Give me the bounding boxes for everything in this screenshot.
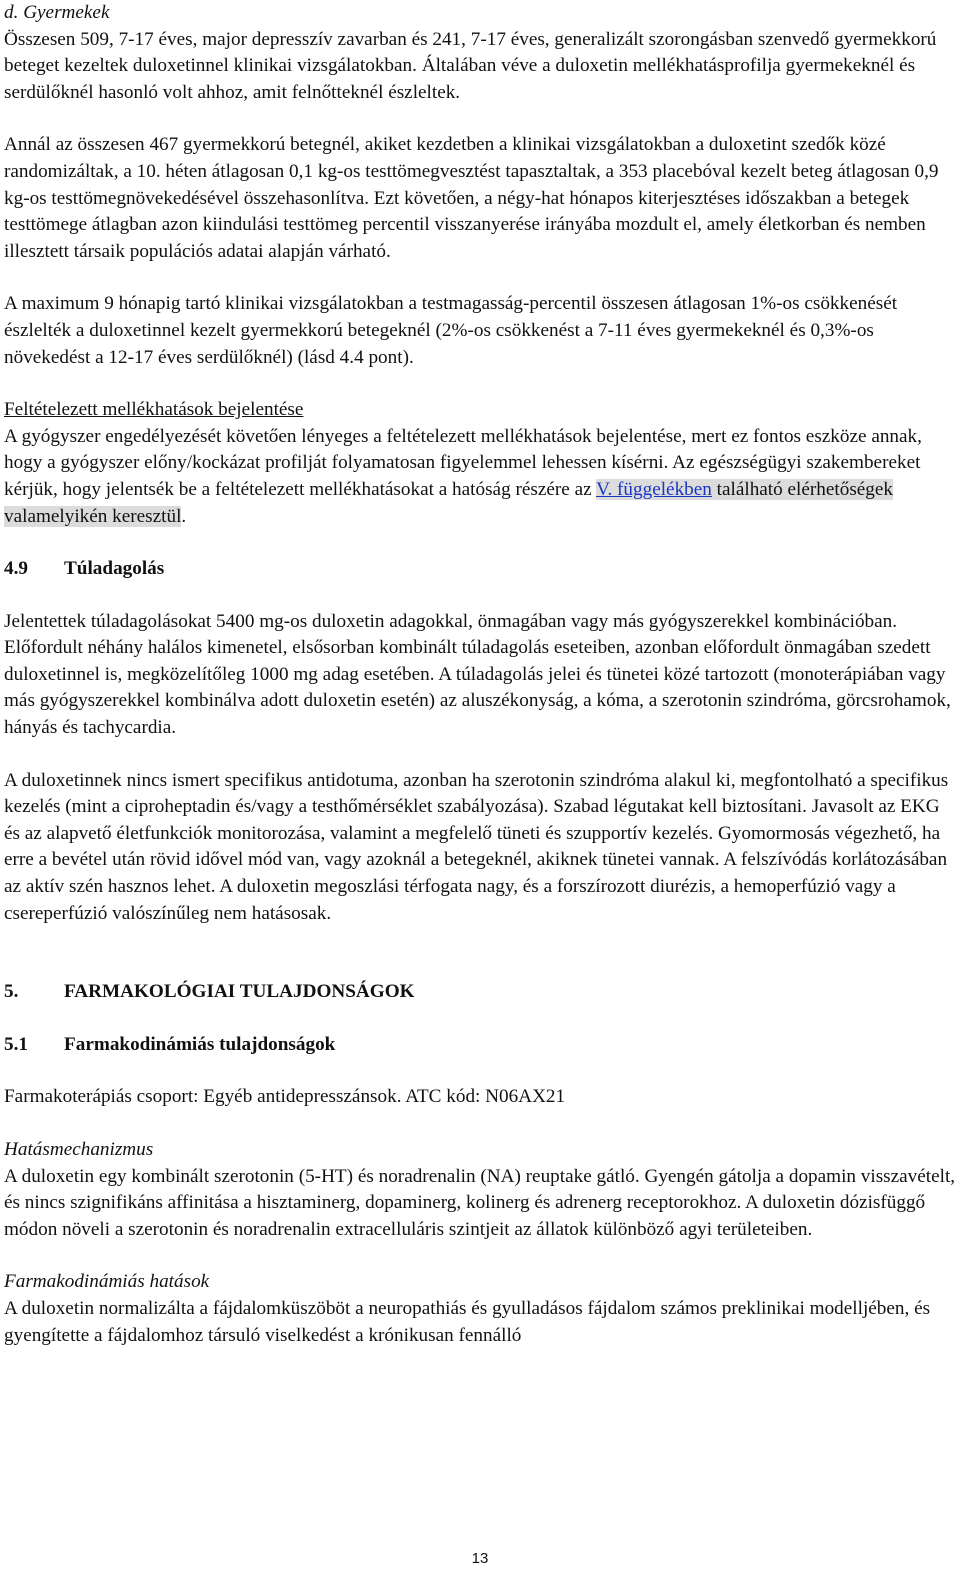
effects-heading: Farmakodinámiás hatások: [4, 1271, 210, 1293]
document-body: [4, 0, 956, 1349]
reporting-heading: Feltételezett mellékhatások bejelentése: [4, 399, 304, 421]
section-title: Farmakodinámiás tulajdonságok: [64, 1033, 336, 1055]
section-title: Túladagolás: [64, 558, 165, 580]
pharmacotherapeutic-group: Farmakoterápiás csoport: Egyéb antidepresszánsok. ATC kód: N06AX21: [4, 1086, 566, 1108]
reporting-end: .: [181, 505, 187, 527]
mechanism-paragraph: A duloxetin egy kombinált szerotonin (5-HT) és noradrenalin (NA) reuptake gátló. Gyengén gátolja a dopamin visszavételt, és nincs szignifikáns affinitása a hisztaminerg, dopaminerg, kolinerg és adrenerg receptorokhoz. A duloxetin dózisfüggő módon növeli a szerotonin és noradrenalin extracelluláris szintjeit az állatok különböző agyi területeiben.: [4, 1165, 956, 1240]
overdose-paragraph-1: Jelentettek túladagolásokat 5400 mg-os duloxetin adagokkal, önmagában vagy más gyógyszerekkel kombinációban. Előfordult néhány halálos kimenetel, elsősorban kombinált túladagolás eseteiben, azonban előfordult önmagában szedett duloxetinnel is, megközelítőleg 1000 mg adag esetében. A túladagolás jelei és tünetei közé tartozott (monoterápiában vagy más gyógyszerekkel kombinálva adott duloxetin esetén) az aluszékonyság, a kóma, a szerotonin szindróma, görcsrohamok, hányás és tachycardia.: [4, 610, 951, 739]
section-number: 5.: [4, 981, 19, 1003]
section-5-heading: [4, 979, 956, 1006]
appendix-v-link[interactable]: V. függelékben: [596, 478, 712, 500]
overdose-paragraph-2: A duloxetinnek nincs ismert specifikus antidotuma, azonban ha szerotonin szindróma alakul ki, megfontolható a specifikus kezelés (mint a ciproheptadin és/vagy a testhőmérséklet szabályozása). Szabad légutakat kell biztosítani. Javasolt az EKG és az alapvető életfunkciók monitorozása, valamint a megfelelő tüneti és szupportív kezelés. Gyomormosás végezhető, ha erre a bevétel után rövid idővel mód van, vagy azoknál a betegeknél, akiknek tünetei vannak. A felszívódás korlátozásában az aktív szén hasznos lehet. A duloxetin megoszlási térfogata nagy, és a forszírozott diurézis, a hemoperfúzió vagy a csereperfúzió valószínűleg nem hatásosak.: [4, 769, 949, 924]
reporting-text: A gyógyszer engedélyezését követően lényeges a feltételezett mellékhatások bejelentése, mert ez fontos eszköze annak, hogy a gyógyszer előny/kockázat profilját folyamatosan figyelemmel lehessen kísérni. Az egészségügyi szakembereket kérjük, hogy jelentsék be a feltételezett mellékhatásokat a hatóság részére az: [4, 425, 922, 500]
page-number: 13: [471, 1550, 489, 1567]
section-number: 5.1: [4, 1033, 28, 1055]
children-paragraph-2: Annál az összesen 467 gyermekkorú betegnél, akiket kezdetben a klinikai vizsgálatokban a duloxetint szedők közé randomizáltak, a 10. héten átlagosan 0,1 kg-os testtömegvesztést tapasztaltak, a 353 placebóval kezelt beteg átlagosan 0,9 kg-os testtömegnövekedésével összehasonlítva. Ezt követően, a négy-hat hónapos kiterjesztéses időszakban a betegek testtömege átlagban azon kiindulási testtömeg percentil visszanyerése irányába mozdult el, amely életkorban és nemben illesztett társaik populációs adatai alapján várható.: [4, 134, 939, 262]
mechanism-heading: Hatásmechanizmus: [4, 1139, 154, 1160]
reporting-paragraph: [4, 424, 956, 530]
children-heading: d. Gyermekek: [4, 2, 110, 23]
children-paragraph-3: A maximum 9 hónapig tartó klinikai vizsgálatokban a testmagasság-percentil összesen átlagosan 1%-os csökkenését észlelték a duloxetinnel kezelt gyermekkorú betegeknél (2%-os csökkenést a 7-11 éves gyermekeknél és 0,3%-os növekedést a 12-17 éves serdülőknél) (lásd 4.4 pont).: [4, 293, 898, 368]
section-title: FARMAKOLÓGIAI TULAJDONSÁGOK: [64, 981, 415, 1003]
section-number: 4.9: [4, 558, 28, 580]
effects-paragraph: A duloxetin normalizálta a fájdalomküszöböt a neuropathiás és gyulladásos fájdalom számos preklinikai modelljében, és gyengítette a fájdalomhoz társuló viselkedést a krónikusan fennálló: [4, 1297, 931, 1346]
children-paragraph-1: Összesen 509, 7-17 éves, major depresszív zavarban és 241, 7-17 éves, generalizált szorongásban szenvedő gyermekkorú beteget kezeltek duloxetinnel klinikai vizsgálatokban. Általában véve a duloxetin mellékhatásprofilja gyermekeknél és serdülőknél hasonló volt ahhoz, amit felnőtteknél észleltek.: [4, 28, 937, 103]
reporting-text-highlighted: található elérhetőségek valamelyikén keresztül: [4, 478, 894, 527]
section-5-1-heading: [4, 1032, 956, 1059]
section-4-9-heading: [4, 556, 956, 583]
